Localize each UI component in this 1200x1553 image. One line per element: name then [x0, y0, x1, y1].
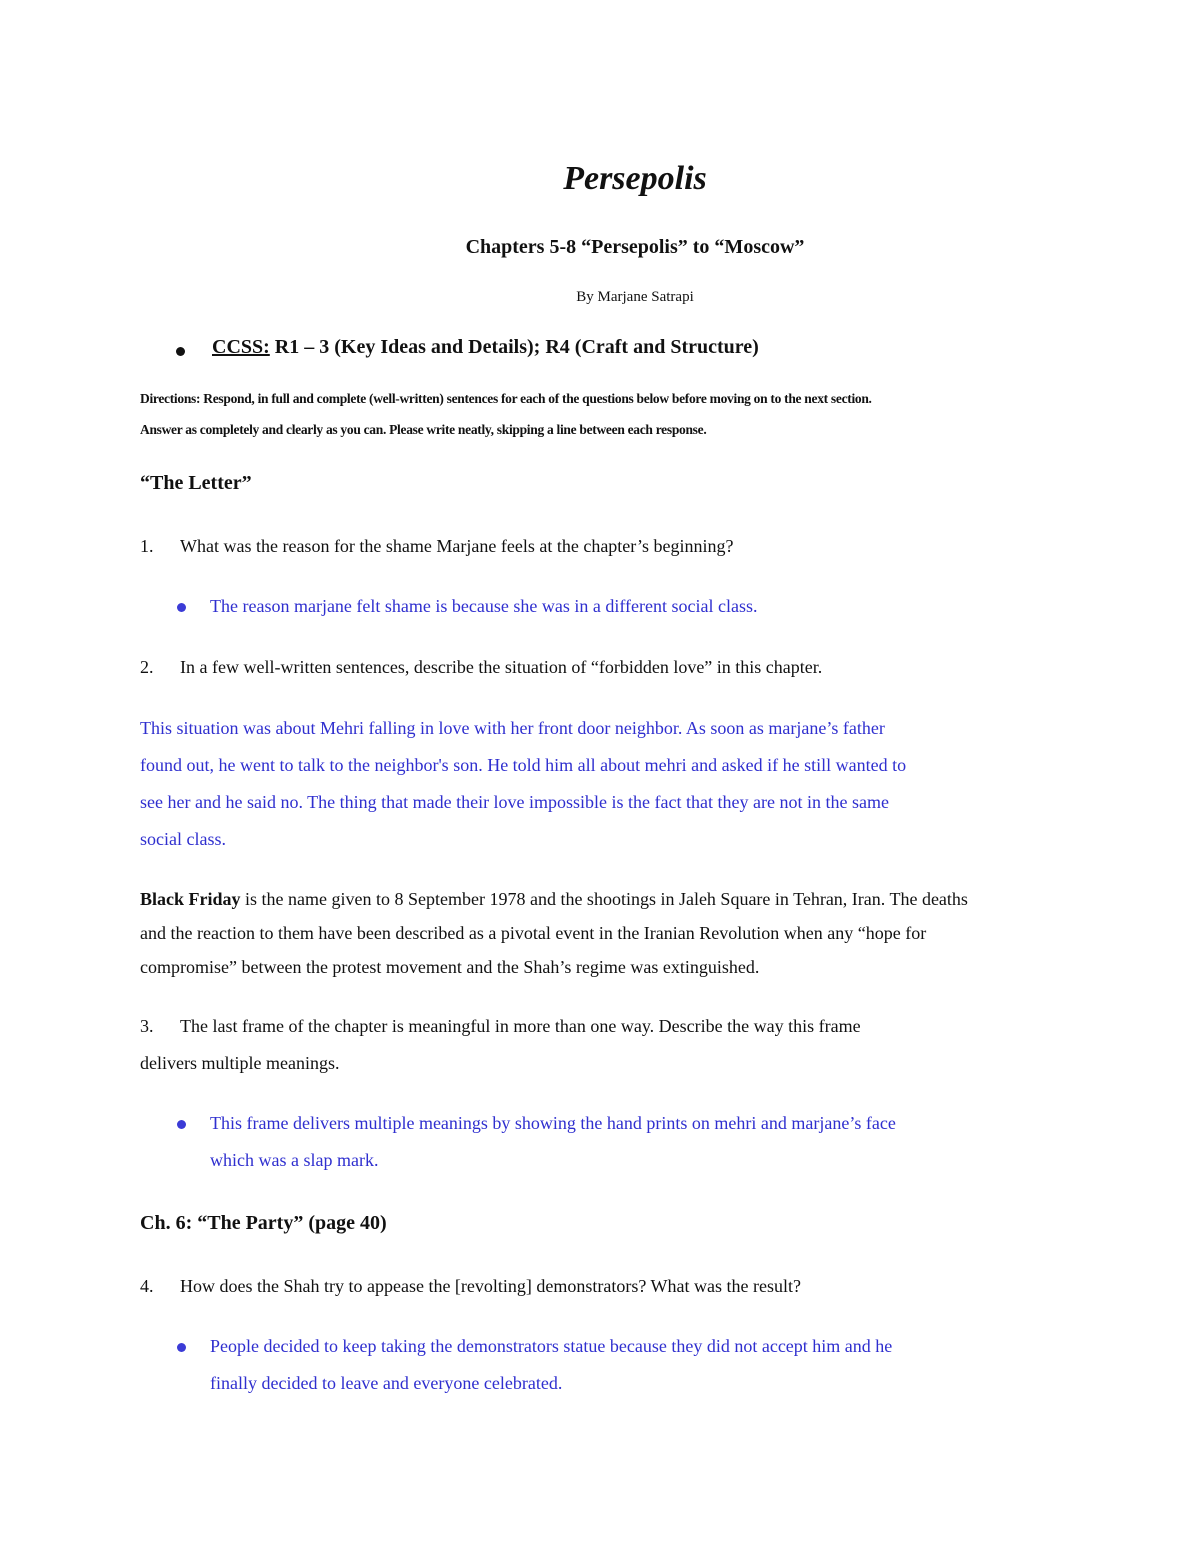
standards-label: CCSS:: [212, 336, 270, 358]
question-text: How does the Shah try to appease the [revolting] demonstrators? What was the result?: [180, 1276, 801, 1296]
answer-line: found out, he went to talk to the neighbor's son. He told him all about mehri and asked if he still wanted to: [140, 755, 907, 775]
answer-text: The reason marjane felt shame is because she was in a different social class.: [210, 596, 758, 616]
answer-line: see her and he said no. The thing that made their love impossible is the fact that they are not in the same: [140, 792, 889, 812]
question-number: 2.: [140, 657, 154, 677]
context-term: Black Friday: [140, 889, 241, 909]
context-paragraph-line: [140, 889, 968, 910]
document-subtitle: Chapters 5-8 “Persepolis” to “Moscow”: [465, 236, 805, 258]
standards-text: R1 – 3 (Key Ideas and Details); R4 (Craft and Structure): [269, 336, 759, 358]
answer-text: This frame delivers multiple meanings by showing the hand prints on mehri and marjane’s face: [210, 1113, 896, 1133]
context-paragraph-line: compromise” between the protest movement and the Shah’s regime was extinguished.: [140, 957, 760, 977]
question-text: The last frame of the chapter is meaningful in more than one way. Describe the way this frame: [180, 1016, 861, 1036]
question-number: 3.: [140, 1016, 154, 1036]
answer-line: social class.: [140, 829, 226, 849]
standards-line: [212, 336, 759, 359]
answer-text: which was a slap mark.: [210, 1150, 379, 1170]
context-text: is the name given to 8 September 1978 and the shootings in Jaleh Square in Tehran, Iran. The deaths: [240, 889, 968, 909]
bullet-icon: [177, 603, 186, 612]
answer-text: finally decided to leave and everyone celebrated.: [210, 1373, 563, 1393]
question-number: 4.: [140, 1276, 154, 1296]
section-heading-letter: “The Letter”: [140, 472, 252, 494]
question-text: What was the reason for the shame Marjane feels at the chapter’s beginning?: [180, 536, 734, 556]
question-number: 1.: [140, 536, 154, 556]
bullet-icon: [176, 347, 185, 356]
bullet-icon: [177, 1120, 186, 1129]
answer-line: This situation was about Mehri falling in love with her front door neighbor. As soon as marjane’s father: [140, 718, 885, 738]
directions-line-2: Answer as completely and clearly as you can. Please write neatly, skipping a line between each response.: [140, 422, 707, 437]
bullet-icon: [177, 1343, 186, 1352]
answer-text: People decided to keep taking the demonstrators statue because they did not accept him and he: [210, 1336, 893, 1356]
author-byline: By Marjane Satrapi: [576, 289, 694, 305]
section-heading-party: Ch. 6: “The Party” (page 40): [140, 1212, 387, 1234]
document-title: Persepolis: [563, 160, 707, 197]
context-paragraph-line: and the reaction to them have been described as a pivotal event in the Iranian Revolution when any “hope for: [140, 923, 927, 943]
question-text: In a few well-written sentences, describe the situation of “forbidden love” in this chapter.: [180, 657, 823, 677]
directions-line-1: Directions: Respond, in full and complete (well-written) sentences for each of the questions below before moving on to the next section.: [140, 391, 872, 406]
question-text: delivers multiple meanings.: [140, 1053, 340, 1073]
